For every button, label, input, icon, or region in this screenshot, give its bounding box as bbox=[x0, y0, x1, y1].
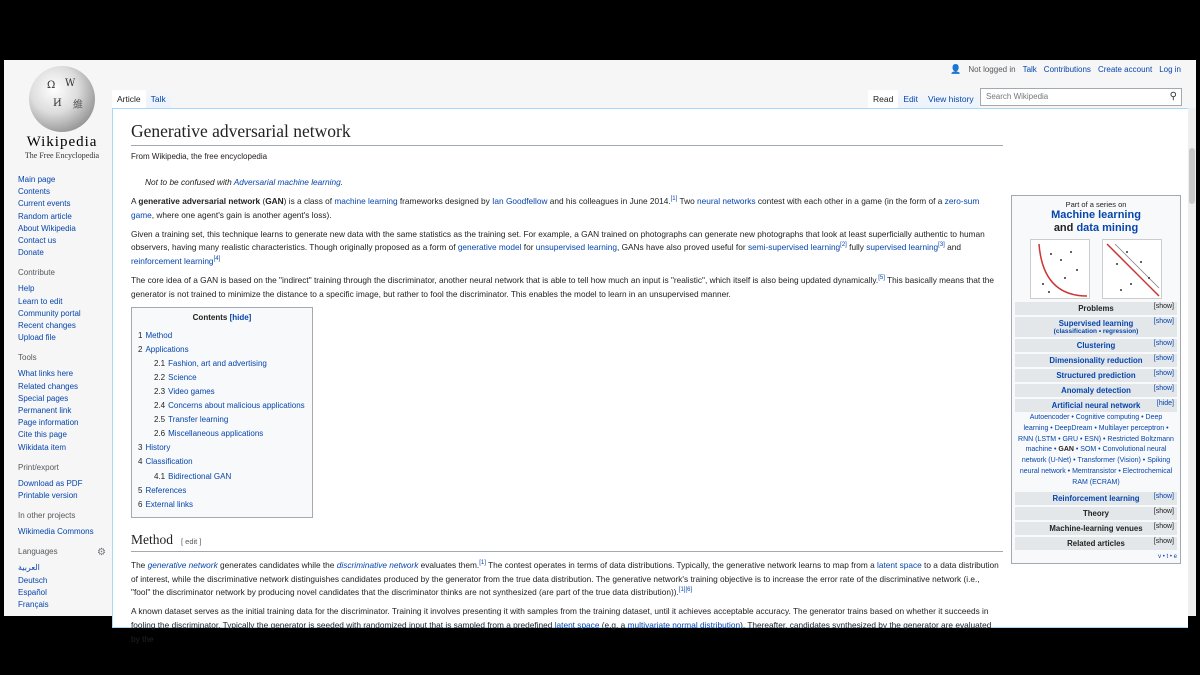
row-ml-venues[interactable]: Machine-learning venues [show] bbox=[1015, 522, 1177, 535]
ref-1[interactable]: [1] bbox=[670, 196, 678, 203]
sidebar-tools-item bbox=[18, 393, 114, 405]
section-heading-method: Method [ edit ] bbox=[131, 532, 1003, 552]
toc-number: 2.2 bbox=[154, 372, 166, 382]
sidebar-contribute-link-4[interactable]: Upload file bbox=[18, 333, 56, 343]
toc-item[interactable] bbox=[138, 343, 306, 357]
link-semi-supervised-learning[interactable]: semi-supervised learning bbox=[747, 242, 841, 253]
sidebar-language-link-2[interactable]: Español bbox=[18, 587, 47, 597]
sidebar-main-item bbox=[18, 235, 114, 247]
create-account-link[interactable]: Create account bbox=[1097, 65, 1153, 74]
toc-number: 6 bbox=[138, 499, 143, 509]
sidebar-contribute-link-0[interactable]: Help bbox=[18, 284, 35, 294]
toc-link-10[interactable]: Bidirectional GAN bbox=[168, 471, 232, 481]
page-scrollbar[interactable] bbox=[1188, 108, 1196, 616]
link-latent-space-2[interactable]: latent space bbox=[554, 619, 600, 630]
tools-heading: Tools bbox=[18, 353, 37, 363]
toc-link-2[interactable]: Fashion, art and advertising bbox=[168, 358, 267, 368]
sidebar-main-item bbox=[18, 247, 114, 259]
languages-heading: Languages ⚙ bbox=[18, 547, 106, 559]
user-icon: 👤 bbox=[950, 64, 962, 74]
toc-item[interactable] bbox=[138, 329, 306, 343]
navigation-portal bbox=[18, 174, 114, 259]
logo-tagline: The Free Encyclopedia bbox=[24, 151, 100, 160]
sidebar-main-link-0[interactable]: Main page bbox=[18, 175, 56, 184]
tools-portal bbox=[18, 353, 114, 453]
method-paragraph-1: The generative network generates candidates while the discriminative network evaluates them.[1] The contest operates in terms of data distributions. Typically, the generative network learns to map from a latent space to a data distribution of interest, while the discriminative network distinguishes candidates produced by the generator from the true data distribution. The generative network's training objective is to increase the error rate of the discriminative network (i.e., "fool" the discriminator network by producing novel candidates that the discriminator thinks are not synthesized (are part of the true data distribution)).[1][6] bbox=[131, 559, 999, 598]
toc-number: 4.1 bbox=[154, 471, 166, 481]
toc-item[interactable] bbox=[138, 441, 306, 455]
toc-link-5[interactable]: Concerns about malicious applications bbox=[168, 401, 305, 411]
gear-icon[interactable]: ⚙ bbox=[97, 547, 106, 559]
link-reinforcement-learning[interactable]: reinforcement learning bbox=[131, 256, 214, 267]
toc-number: 2 bbox=[138, 344, 143, 354]
namespace-tabs bbox=[112, 90, 171, 108]
toc-item[interactable] bbox=[138, 371, 306, 385]
sidebar-language-link-0[interactable]: العربية bbox=[18, 563, 40, 573]
contributions-link[interactable]: Contributions bbox=[1043, 65, 1091, 74]
sidebar-tools-item bbox=[18, 368, 114, 380]
link-discriminative-network[interactable]: discriminative network bbox=[336, 559, 419, 570]
sidebar-language-link-3[interactable]: Français bbox=[18, 600, 49, 610]
print-portal bbox=[18, 463, 114, 502]
row-dimensionality-reduction[interactable]: Dimensionality reduction [show] bbox=[1015, 354, 1177, 367]
row-problems[interactable]: Problems [show] bbox=[1015, 302, 1177, 315]
link-neural-networks[interactable]: neural networks bbox=[697, 196, 756, 206]
sidebar-tools-item bbox=[18, 405, 114, 417]
toc-link-8[interactable]: History bbox=[145, 443, 171, 453]
edit-section-link[interactable]: [ edit ] bbox=[181, 536, 202, 546]
sidebar-main-link-1[interactable]: Contents bbox=[18, 187, 51, 197]
sidebar-other-item bbox=[18, 526, 114, 538]
sidebar-contribute-item bbox=[18, 296, 114, 308]
toc-item[interactable] bbox=[138, 427, 306, 441]
toc-link-1[interactable]: Applications bbox=[145, 344, 189, 354]
sidebar-main-item bbox=[18, 223, 114, 235]
row-supervised-learning[interactable]: Supervised learning (classification • regression) [show] bbox=[1015, 317, 1177, 337]
tab-read[interactable]: Read bbox=[868, 90, 898, 108]
link-unsupervised-learning[interactable]: unsupervised learning bbox=[535, 242, 617, 253]
row-related-articles[interactable]: Related articles [show] bbox=[1015, 537, 1177, 550]
sidebar-main-item bbox=[18, 174, 114, 186]
toc-item[interactable] bbox=[138, 455, 306, 469]
sidebar-contribute-item bbox=[18, 308, 114, 320]
tab-article[interactable]: Article bbox=[112, 90, 146, 108]
login-link[interactable]: Log in bbox=[1159, 65, 1181, 74]
toc-link-12[interactable]: External links bbox=[145, 499, 194, 509]
link-machine-learning[interactable]: machine learning bbox=[334, 196, 398, 206]
sidebar-language-item bbox=[18, 562, 114, 574]
sidebar-tools-link-2[interactable]: Special pages bbox=[18, 393, 69, 403]
personal-tools bbox=[950, 64, 1181, 75]
toc-item[interactable] bbox=[138, 357, 306, 371]
sidebar bbox=[18, 174, 114, 620]
sidebar-main-link-4[interactable]: About Wikipedia bbox=[18, 223, 76, 233]
other-projects-heading: In other projects bbox=[18, 511, 76, 521]
intro-paragraph-2: Given a training set, this technique learns to generate new data with the same statistics as the training set. For example, a GAN trained on photographs can generate new photographs that look at least superficially authentic to human observers, having many realistic characteristics. Though originally proposed as a form of generative model for unsupervised learning, GANs have also proved useful for semi-supervised learning[2] fully supervised learning[3] and reinforcement learning[4] bbox=[131, 228, 985, 267]
ref-4[interactable]: [4] bbox=[213, 256, 221, 263]
toc-number: 1 bbox=[138, 330, 143, 340]
hatnote: Not to be confused with Adversarial machine learning. bbox=[145, 177, 344, 187]
sidebar-language-link-1[interactable]: Deutsch bbox=[18, 575, 48, 585]
link-supervised-learning[interactable]: supervised learning bbox=[866, 242, 939, 253]
row-clustering[interactable]: Clustering [show] bbox=[1015, 339, 1177, 352]
part-of-series-text: Part of a series on bbox=[1065, 200, 1127, 209]
series-title: Machine learning and data mining bbox=[1051, 209, 1141, 234]
sidebar-contribute-item bbox=[18, 283, 114, 295]
toc-number: 2.1 bbox=[154, 358, 166, 368]
sidebar-print-item bbox=[18, 490, 114, 502]
sidebar-contribute-link-2[interactable]: Community portal bbox=[18, 308, 81, 318]
toc-hide-toggle[interactable]: [hide] bbox=[229, 312, 252, 322]
toc-item[interactable] bbox=[138, 484, 306, 498]
row-theory[interactable]: Theory [show] bbox=[1015, 507, 1177, 520]
tab-talk[interactable]: Talk bbox=[146, 90, 171, 108]
toc-number: 2.5 bbox=[154, 415, 166, 425]
toc-link-11[interactable]: References bbox=[145, 485, 187, 495]
link-zero-sum-game[interactable]: zero-sum game bbox=[131, 196, 980, 220]
ref-2[interactable]: [2] bbox=[840, 242, 847, 249]
sidebar-language-item bbox=[18, 575, 114, 587]
sidebar-main-item bbox=[18, 211, 114, 223]
toc-number: 4 bbox=[138, 457, 143, 467]
sidebar-main-link-2[interactable]: Current events bbox=[18, 199, 71, 209]
toc-link-3[interactable]: Science bbox=[168, 372, 197, 382]
sidebar-print-item bbox=[18, 478, 114, 490]
sidebar-main-link-6[interactable]: Donate bbox=[18, 248, 44, 258]
sidebar-tools-link-0[interactable]: What links here bbox=[18, 369, 74, 379]
not-logged-in-text: Not logged in bbox=[968, 65, 1016, 74]
link-latent-space[interactable]: latent space bbox=[877, 559, 922, 570]
wikipedia-logo[interactable] bbox=[14, 66, 110, 160]
scrollbar-thumb[interactable] bbox=[1189, 148, 1195, 204]
sidebar-tools-link-6[interactable]: Wikidata item bbox=[18, 442, 67, 452]
ref-method-1[interactable]: [1] bbox=[479, 560, 486, 567]
link-generative-model[interactable]: generative model bbox=[457, 242, 522, 253]
link-ian-goodfellow[interactable]: Ian Goodfellow bbox=[492, 196, 548, 206]
toc-item[interactable] bbox=[138, 498, 306, 512]
contribute-portal bbox=[18, 268, 114, 344]
sidebar-main-item bbox=[18, 198, 114, 210]
row-reinforcement-learning[interactable]: Reinforcement learning [show] bbox=[1015, 492, 1177, 505]
toc-link-4[interactable]: Video games bbox=[168, 386, 215, 396]
sidebar-main-link-5[interactable]: Contact us bbox=[18, 236, 57, 246]
ref-3[interactable]: [3] bbox=[938, 242, 945, 249]
sidebar-contribute-item bbox=[18, 320, 114, 332]
link-data-mining[interactable]: data mining bbox=[1076, 222, 1139, 234]
toc-item[interactable] bbox=[138, 385, 306, 399]
sidebar-tools-item bbox=[18, 442, 114, 454]
sidebar-tools-item bbox=[18, 381, 114, 393]
print-heading: Print/export bbox=[18, 462, 59, 472]
article-content bbox=[112, 108, 1188, 644]
toc-number: 3 bbox=[138, 443, 143, 453]
sidebar-tools-link-3[interactable]: Permanent link bbox=[18, 406, 72, 416]
browser-viewport bbox=[4, 60, 1196, 644]
sidebar-main-item bbox=[18, 186, 114, 198]
row-artificial-neural-network[interactable]: Artificial neural network [hide] bbox=[1015, 399, 1177, 412]
languages-portal bbox=[18, 547, 114, 611]
sidebar-tools-item bbox=[18, 417, 114, 429]
series-diagrams bbox=[1015, 239, 1177, 299]
sidebar-tools-link-4[interactable]: Page information bbox=[18, 418, 79, 428]
sidebar-main-link-3[interactable]: Random article bbox=[18, 211, 72, 221]
site-subtitle: From Wikipedia, the free encyclopedia bbox=[131, 152, 268, 161]
toc-item[interactable] bbox=[138, 470, 306, 484]
intro-paragraph-3: The core idea of a GAN is based on the "indirect" training through the discriminator, another neural network that is able to tell how much an input is "realistic", which itself is also being updated dynamically.[5] This basically means that the generator is not trained to minimize the distance to a specific image, but rather to fool the discriminator. This enables the model to learn in an unsupervised manner. bbox=[131, 274, 995, 299]
tab-edit[interactable]: Edit bbox=[898, 90, 923, 108]
intro-paragraph-1: A generative adversarial network (GAN) is a class of machine learning frameworks designed by Ian Goodfellow and his colleagues in June 2014.[1] Two neural networks contest with each other in a game (in the form of a zero-sum game, where one agent's gain is another agent's loss). bbox=[131, 196, 980, 220]
row-anomaly-detection[interactable]: Anomaly detection [show] bbox=[1015, 384, 1177, 397]
sidebar-contribute-link-3[interactable]: Recent changes bbox=[18, 321, 76, 331]
link-multivariate-normal[interactable]: multivariate normal distribution bbox=[627, 619, 741, 630]
sidebar-contribute-link-1[interactable]: Learn to edit bbox=[18, 296, 63, 306]
link-machine-learning-series[interactable]: Machine learning bbox=[1051, 209, 1141, 221]
toc-link-0[interactable]: Method bbox=[145, 330, 173, 340]
toc-link-6[interactable]: Transfer learning bbox=[168, 415, 229, 425]
logo-wordmark: Wikipedia bbox=[26, 134, 98, 150]
ref-method-2[interactable]: [1][6] bbox=[678, 587, 693, 594]
link-generative-network[interactable]: generative network bbox=[147, 559, 218, 570]
talk-link[interactable]: Talk bbox=[1022, 65, 1037, 74]
vte-links[interactable]: v • t • e bbox=[1158, 553, 1177, 560]
sidebar-print-link-0[interactable]: Download as PDF bbox=[18, 478, 83, 488]
view-tabs bbox=[868, 90, 979, 108]
hatnote-link[interactable]: Adversarial machine learning bbox=[233, 177, 341, 187]
tab-view-history[interactable]: View history bbox=[923, 90, 979, 108]
sidebar-tools-item bbox=[18, 429, 114, 441]
ml-series-sidebar bbox=[1011, 195, 1181, 564]
page-title: Generative adversarial network bbox=[131, 121, 1003, 146]
sidebar-tools-link-5[interactable]: Cite this page bbox=[18, 430, 67, 440]
ann-item-list: Autoencoder • Cognitive computing • Deep learning • DeepDream • Multilayer perceptron • RNN (LSTM • GRU • ESN) • Restricted Boltzmann machine • GAN • SOM • Convolutional neural network (U-Net) • Transformer (Vision) • Spiking neural network • Memtransistor • Electrochemical RAM (ECRAM) bbox=[1018, 414, 1174, 486]
toc-link-7[interactable]: Miscellaneous applications bbox=[168, 429, 264, 439]
sidebar-language-item bbox=[18, 587, 114, 599]
toc-number: 2.4 bbox=[154, 401, 166, 411]
search-placeholder: Search Wikipedia bbox=[986, 92, 1049, 101]
toc-number: 5 bbox=[138, 485, 143, 495]
other-projects-portal bbox=[18, 511, 114, 538]
sidebar-other-link-0[interactable]: Wikimedia Commons bbox=[18, 527, 94, 537]
table-of-contents bbox=[131, 307, 313, 518]
contribute-heading: Contribute bbox=[18, 268, 55, 278]
regression-diagram-icon bbox=[1102, 239, 1162, 299]
sidebar-contribute-item bbox=[18, 332, 114, 344]
row-structured-prediction[interactable]: Structured prediction [show] bbox=[1015, 369, 1177, 382]
toc-link-9[interactable]: Classification bbox=[145, 457, 193, 467]
toc-item[interactable] bbox=[138, 399, 306, 413]
search-input[interactable] bbox=[980, 88, 1182, 106]
toc-number: 2.3 bbox=[154, 386, 166, 396]
toc-title: Contents [hide] bbox=[192, 312, 252, 322]
toc-item[interactable] bbox=[138, 413, 306, 427]
method-paragraph-2: A known dataset serves as the initial training data for the discriminator. Training it involves presenting it with samples from the training dataset, until it achieves acceptable accuracy. The generator trains based on whether it succeeds in fooling the discriminator. Typically the generator is seeded with randomized input that is sampled from a predefined latent space (e.g. a multivariate normal distribution). Thereafter, candidates synthesized by the generator are evaluated by the bbox=[131, 606, 992, 644]
search-icon[interactable]: ⚲ bbox=[1169, 91, 1177, 102]
sidebar-tools-link-1[interactable]: Related changes bbox=[18, 381, 79, 391]
puzzle-globe-icon: Ω W И 維 bbox=[29, 66, 95, 132]
sidebar-language-item bbox=[18, 599, 114, 611]
ref-5[interactable]: [5] bbox=[878, 275, 885, 282]
toc-number: 2.6 bbox=[154, 429, 166, 439]
classification-diagram-icon bbox=[1030, 239, 1090, 299]
sidebar-print-link-1[interactable]: Printable version bbox=[18, 491, 78, 501]
